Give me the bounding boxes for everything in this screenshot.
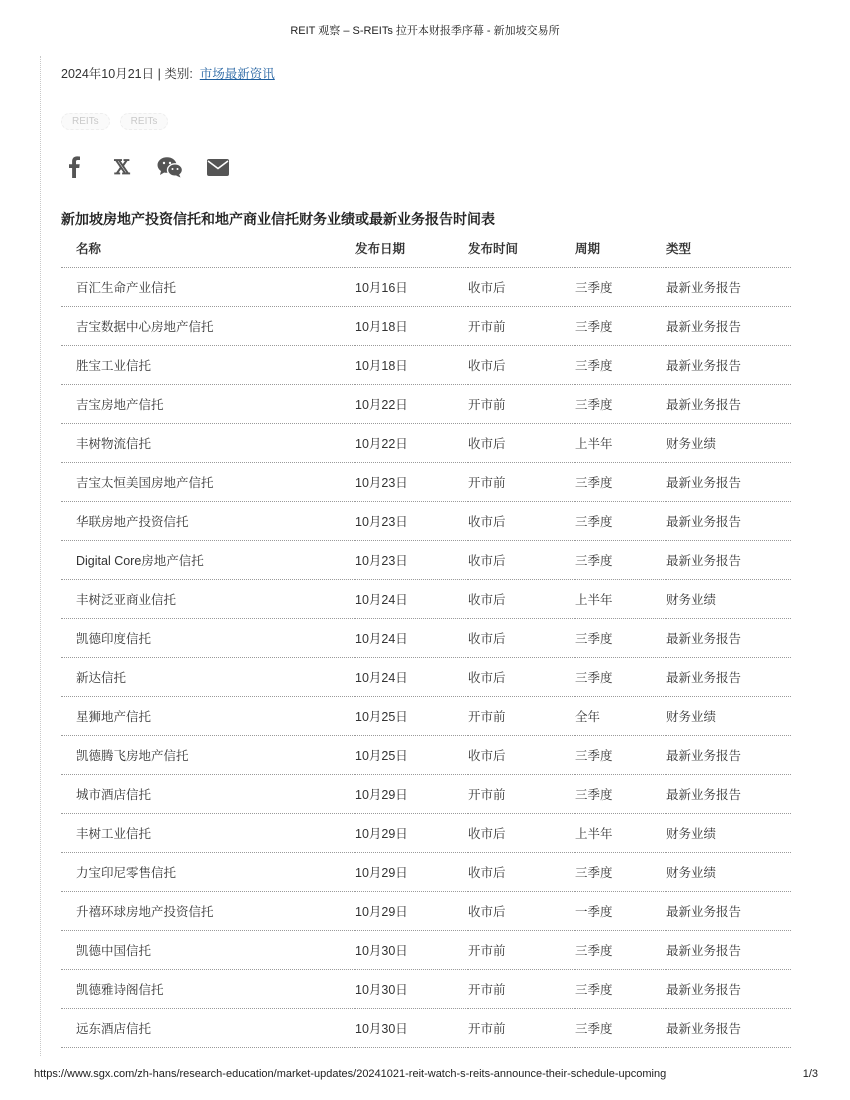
cell-period: 三季度 [575, 385, 666, 424]
header-name: 名称 [61, 229, 355, 268]
cell-type: 财务业绩 [666, 697, 791, 736]
cell-period: 上半年 [575, 580, 666, 619]
cell-type: 最新业务报告 [666, 346, 791, 385]
tag-reits[interactable]: REITs [120, 113, 169, 130]
email-icon[interactable] [205, 154, 231, 180]
cell-period: 三季度 [575, 346, 666, 385]
cell-period: 全年 [575, 697, 666, 736]
print-header: REIT 观察 – S-REITs 拉开本财报季序幕 - 新加坡交易所 [290, 25, 560, 37]
cell-name: 吉宝太恒美国房地产信托 [61, 463, 355, 502]
cell-date: 10月23日 [355, 541, 468, 580]
reit-schedule-table [61, 229, 791, 1048]
cell-type: 最新业务报告 [666, 892, 791, 931]
cell-time: 开市前 [468, 775, 575, 814]
cell-time: 开市前 [468, 931, 575, 970]
cell-period: 上半年 [575, 424, 666, 463]
cell-type: 财务业绩 [666, 814, 791, 853]
category-link[interactable]: 市场最新资讯 [199, 67, 275, 81]
cell-date: 10月18日 [355, 307, 468, 346]
cell-name: 凯德雅诗阁信托 [61, 970, 355, 1009]
cell-date: 10月24日 [355, 619, 468, 658]
cell-time: 开市前 [468, 1009, 575, 1048]
cell-period: 上半年 [575, 814, 666, 853]
table-row [61, 580, 791, 619]
cell-date: 10月29日 [355, 892, 468, 931]
facebook-icon[interactable] [61, 154, 87, 180]
cell-type: 最新业务报告 [666, 619, 791, 658]
cell-type: 最新业务报告 [666, 658, 791, 697]
header-period: 周期 [575, 229, 666, 268]
cell-type: 最新业务报告 [666, 541, 791, 580]
page-url: https://www.sgx.com/zh-hans/research-education/market-updates/20241021-reit-watch-s-reits-announce-their-schedule-upcoming [34, 1068, 667, 1080]
cell-date: 10月16日 [355, 268, 468, 307]
cell-date: 10月22日 [355, 385, 468, 424]
table-row [61, 424, 791, 463]
table-row [61, 697, 791, 736]
table-row [61, 502, 791, 541]
cell-date: 10月23日 [355, 463, 468, 502]
cell-name: 丰树工业信托 [61, 814, 355, 853]
cell-time: 收市后 [468, 502, 575, 541]
table-row [61, 970, 791, 1009]
cell-time: 收市后 [468, 346, 575, 385]
tag-list [61, 113, 168, 130]
table-header-row [61, 229, 791, 268]
cell-time: 收市后 [468, 268, 575, 307]
cell-type: 最新业务报告 [666, 1009, 791, 1048]
cell-time: 收市后 [468, 541, 575, 580]
table-row [61, 775, 791, 814]
cell-time: 收市后 [468, 853, 575, 892]
cell-period: 一季度 [575, 892, 666, 931]
cell-name: 凯德印度信托 [61, 619, 355, 658]
cell-date: 10月24日 [355, 658, 468, 697]
cell-date: 10月18日 [355, 346, 468, 385]
cell-period: 三季度 [575, 268, 666, 307]
table-row [61, 814, 791, 853]
cell-type: 最新业务报告 [666, 736, 791, 775]
cell-time: 开市前 [468, 970, 575, 1009]
cell-period: 三季度 [575, 775, 666, 814]
cell-name: Digital Core房地产信托 [61, 541, 355, 580]
cell-time: 收市后 [468, 658, 575, 697]
cell-type: 最新业务报告 [666, 931, 791, 970]
cell-type: 最新业务报告 [666, 307, 791, 346]
cell-date: 10月22日 [355, 424, 468, 463]
cell-period: 三季度 [575, 970, 666, 1009]
cell-name: 百汇生命产业信托 [61, 268, 355, 307]
cell-date: 10月25日 [355, 736, 468, 775]
cell-date: 10月23日 [355, 502, 468, 541]
cell-date: 10月24日 [355, 580, 468, 619]
header-date: 发布日期 [355, 229, 468, 268]
cell-name: 力宝印尼零售信托 [61, 853, 355, 892]
cell-name: 丰树泛亚商业信托 [61, 580, 355, 619]
x-icon[interactable]: 𝕏 [114, 155, 130, 179]
wechat-icon[interactable] [157, 154, 183, 180]
cell-period: 三季度 [575, 619, 666, 658]
cell-type: 最新业务报告 [666, 970, 791, 1009]
publish-date: 2024年10月21日 [61, 67, 155, 81]
cell-time: 收市后 [468, 736, 575, 775]
cell-time: 开市前 [468, 385, 575, 424]
table-row [61, 268, 791, 307]
tag-reits[interactable]: REITs [61, 113, 110, 130]
cell-period: 三季度 [575, 931, 666, 970]
share-bar [61, 154, 231, 180]
table-row [61, 619, 791, 658]
cell-name: 新达信托 [61, 658, 355, 697]
cell-name: 凯德中国信托 [61, 931, 355, 970]
cell-type: 最新业务报告 [666, 775, 791, 814]
schedule-title: 新加坡房地产投资信托和地产商业信托财务业绩或最新业务报告时间表 [61, 211, 495, 227]
cell-name: 星狮地产信托 [61, 697, 355, 736]
cell-period: 三季度 [575, 736, 666, 775]
cell-time: 收市后 [468, 814, 575, 853]
cell-name: 胜宝工业信托 [61, 346, 355, 385]
cell-time: 收市后 [468, 619, 575, 658]
cell-period: 三季度 [575, 307, 666, 346]
cell-date: 10月30日 [355, 931, 468, 970]
cell-time: 开市前 [468, 697, 575, 736]
cell-time: 收市后 [468, 424, 575, 463]
cell-date: 10月29日 [355, 775, 468, 814]
cell-period: 三季度 [575, 502, 666, 541]
page-number: 1/3 [802, 1068, 818, 1080]
cell-name: 丰树物流信托 [61, 424, 355, 463]
cell-name: 吉宝数据中心房地产信托 [61, 307, 355, 346]
cell-period: 三季度 [575, 658, 666, 697]
cell-date: 10月29日 [355, 853, 468, 892]
cell-time: 开市前 [468, 307, 575, 346]
cell-period: 三季度 [575, 541, 666, 580]
cell-name: 凯德腾飞房地产信托 [61, 736, 355, 775]
cell-date: 10月29日 [355, 814, 468, 853]
cell-name: 升禧环球房地产投资信托 [61, 892, 355, 931]
table-row [61, 1009, 791, 1048]
cell-name: 吉宝房地产信托 [61, 385, 355, 424]
table-row [61, 346, 791, 385]
cell-date: 10月30日 [355, 970, 468, 1009]
table-row [61, 385, 791, 424]
print-footer [34, 1068, 818, 1080]
cell-type: 财务业绩 [666, 580, 791, 619]
table-row [61, 892, 791, 931]
table-row [61, 541, 791, 580]
table-row [61, 931, 791, 970]
table-row [61, 736, 791, 775]
cell-type: 最新业务报告 [666, 463, 791, 502]
table-row [61, 658, 791, 697]
cell-period: 三季度 [575, 1009, 666, 1048]
cell-time: 收市后 [468, 892, 575, 931]
category-label: 类别: [164, 67, 193, 81]
cell-type: 最新业务报告 [666, 385, 791, 424]
cell-name: 城市酒店信托 [61, 775, 355, 814]
cell-date: 10月25日 [355, 697, 468, 736]
table-row [61, 853, 791, 892]
cell-type: 最新业务报告 [666, 268, 791, 307]
cell-type: 财务业绩 [666, 853, 791, 892]
cell-date: 10月30日 [355, 1009, 468, 1048]
cell-period: 三季度 [575, 463, 666, 502]
cell-type: 财务业绩 [666, 424, 791, 463]
left-dotted-rule [40, 56, 41, 1056]
cell-period: 三季度 [575, 853, 666, 892]
cell-name: 远东酒店信托 [61, 1009, 355, 1048]
cell-name: 华联房地产投资信托 [61, 502, 355, 541]
header-time: 发布时间 [468, 229, 575, 268]
table-row [61, 307, 791, 346]
table-row [61, 463, 791, 502]
article-meta [61, 64, 275, 82]
cell-time: 收市后 [468, 580, 575, 619]
header-type: 类型 [666, 229, 791, 268]
cell-type: 最新业务报告 [666, 502, 791, 541]
cell-time: 开市前 [468, 463, 575, 502]
meta-separator: | [154, 67, 165, 81]
